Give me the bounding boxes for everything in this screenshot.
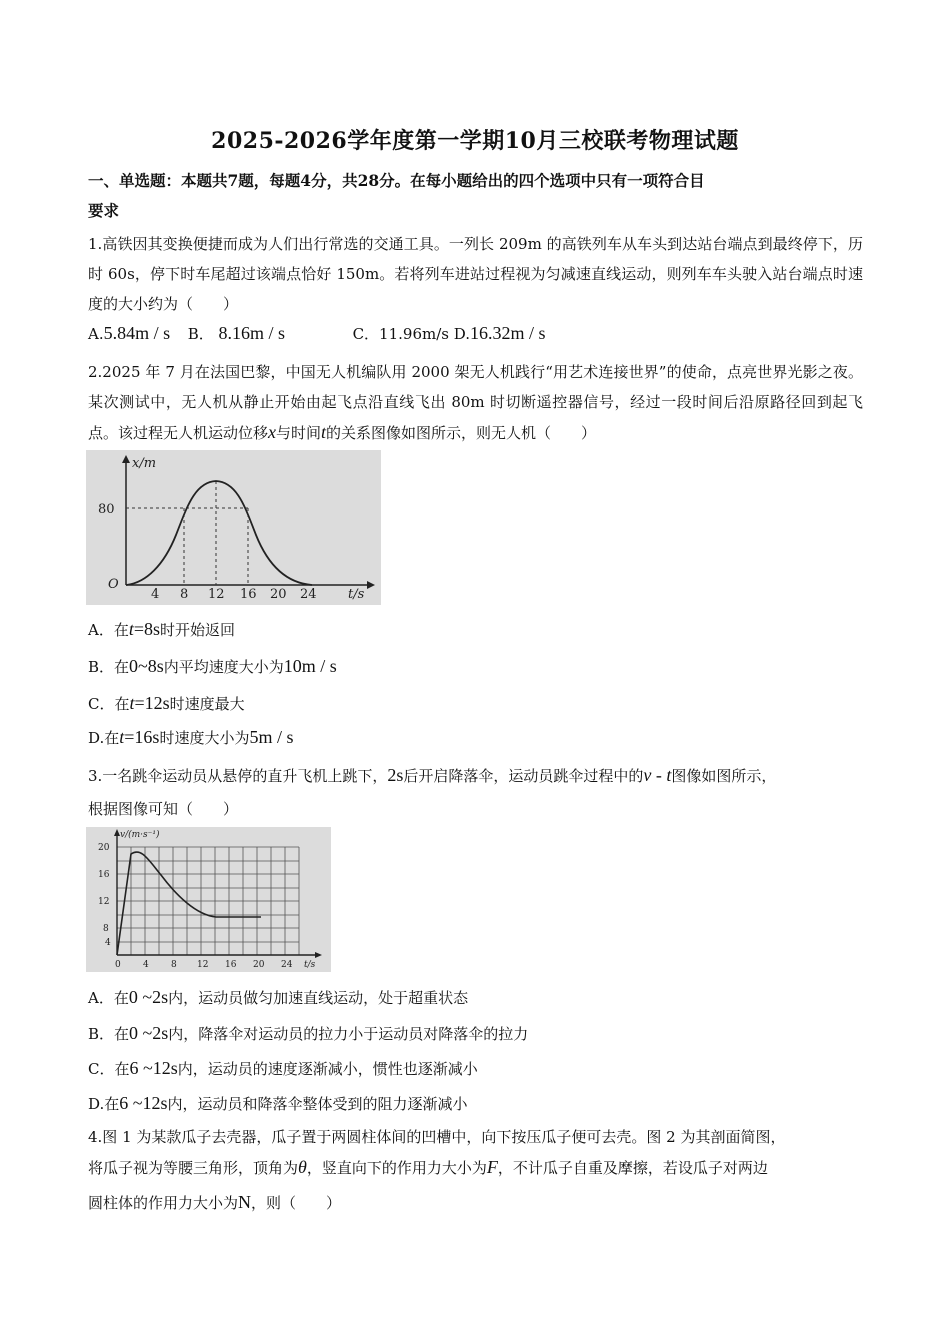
section-heading-line1: 一、单选题：本题共7题，每题4分，共28分。在每小题给出的四个选项中只有一项符合目 [88,171,705,190]
q3-val-2s: 2s [387,765,404,785]
q2-option-c [88,693,245,714]
q4-line3-pre: 圆柱体的作用力大小为 [88,1194,239,1212]
q3-option-b-pre: B．在 [88,1025,130,1043]
page-title: 2025-2026学年度第一学期10月三校联考物理试题 [211,128,739,154]
q3-option-d-val: 6 ~12s [119,1093,168,1113]
q2-option-c-val: =12s [134,693,170,713]
q3-stem-part1: 3.一名跳伞运动员从悬停的直升飞机上跳下， [88,767,388,785]
q3-var-vt: v - t [643,765,672,785]
q3-option-b [88,1023,528,1044]
q1-option-c: C．11.96m/s [352,325,449,343]
q3-option-b-post: 内，降落伞对运动员的拉力小于运动员对降落伞的拉力 [168,1025,529,1043]
q3-option-d [88,1093,468,1114]
q2-option-c-pre: C．在 [88,695,130,713]
q1-option-b-label: B． [187,325,214,343]
q1-stem: 1.高铁因其变换便捷而成为人们出行常选的交通工具。一列长 209m 的高铁列车从车头到达站台端点到最终停下，历时 60s，停下时车尾超过该端点恰好 150m。若将列车进站过程视为匀减速直线运动，则列车车头驶入站台端点时速度的大小约为（ ） [88,235,863,313]
q2-graph-xtick-24: 24 [300,587,317,602]
q4-var-n: N [238,1192,252,1212]
q2-option-d-val: =16s [124,727,160,747]
q2-stem-part3: 的关系图像如图所示，则无人机（ ） [326,424,597,442]
q1-option-a-label: A. [88,325,104,343]
q2-graph-xlabel: t/s [348,587,365,602]
section-heading [88,166,868,226]
q2-option-a-post: 时开始返回 [160,621,236,639]
q2-option-d-var: t [119,727,125,747]
q3-graph-xtick-12: 12 [197,960,209,970]
q1-option-d-label: D. [453,325,471,343]
q2-stem-part2: 与时间 [276,424,322,442]
q4-line1: 4.图 1 为某款瓜子去壳器，瓜子置于两圆柱体间的凹槽中，向下按压瓜子便可去壳。图 2 为其剖面简图， [88,1128,786,1146]
q2-option-a [88,619,235,640]
q4-var-f: F [486,1157,498,1177]
q4-line3-post: ，则（ ） [251,1194,342,1212]
q2-graph-ytick-80: 80 [98,502,115,517]
q2-option-d-pre: D.在 [88,729,120,747]
q2-graph-ylabel: x/m [132,456,157,471]
q4-var-theta: θ [298,1157,307,1177]
q2-option-a-val: =8s [133,619,161,639]
q3-stem-part2: 后开启降落伞，运动员跳伞过程中的 [403,767,644,785]
q2-option-a-var: t [128,619,134,639]
q3-graph-ytick-16: 16 [98,870,110,880]
q2-graph-xtick-4: 4 [151,587,160,602]
q3-stem-line1 [88,765,776,786]
q4-line2-mid: ，竖直向下的作用力大小为 [306,1159,487,1177]
q3-stem-part3: 图像如图所示， [671,767,777,785]
q3-option-b-val: 0 ~2s [129,1023,169,1043]
q2-option-d [88,727,293,748]
q3-option-c [88,1058,478,1079]
q3-option-c-val: 6 ~12s [129,1058,178,1078]
q2-option-b-val2: 10m / s [283,656,337,676]
q2-graph-origin: O [108,577,119,592]
q3-option-c-post: 内，运动员的速度逐渐减小，惯性也逐渐减小 [177,1060,478,1078]
q3-option-d-post: 内，运动员和降落伞整体受到的阻力逐渐减小 [167,1095,468,1113]
q2-option-b-val: 0~8s [129,656,164,676]
q1-option-d-value: 16.32m / s [470,323,546,343]
q3-stem-line2: 根据图像可知（ ） [88,800,239,818]
q3-graph-ytick-4: 4 [105,938,111,948]
q2-var-t: t [321,422,327,442]
q2-graph-xtick-12: 12 [208,587,225,602]
q3-option-a [88,987,468,1008]
q3-graph-xtick-8: 8 [171,960,177,970]
q2-graph-xtick-8: 8 [180,587,189,602]
q3-graph-xtick-20: 20 [253,960,265,970]
q3-option-a-post: 内，运动员做匀加速直线运动，处于超重状态 [168,989,469,1007]
q2-option-b [88,656,337,677]
q2-option-c-post: 时速度最大 [169,695,245,713]
q2-option-a-pre: A．在 [88,621,129,639]
q2-option-b-mid: 内平均速度大小为 [163,658,284,676]
q2-stem-part1: 2.2025 年 7 月在法国巴黎，中国无人机编队用 2000 架无人机践行“用艺术连接世界”的使命，点亮世界光影之夜。某次测试中，无人机从静止开始由起飞点沿直线飞出 80m 时切断遥控器信号，经过一段时间后沿原路径回到起飞点。该过程无人机运动位移 [88,363,863,442]
section-heading-line2: 要求 [88,201,120,220]
q3-graph-xtick-24: 24 [281,960,293,970]
q2-stem [88,357,863,448]
q3-graph-ylabel: v/(m·s⁻¹) [120,830,160,840]
q2-option-d-mid: 时速度大小为 [159,729,250,747]
q2-option-d-val2: 5m / s [249,727,294,747]
q1-option-a-value: 5.84m / s [103,323,171,343]
q3-graph-xtick-4: 4 [143,960,149,970]
q2-option-b-pre: B．在 [88,658,130,676]
q4-line2-post: ，不计瓜子自重及摩擦，若设瓜子对两边 [497,1159,768,1177]
q3-graph-xtick-16: 16 [225,960,237,970]
q3-option-a-pre: A．在 [88,989,129,1007]
q2-graph-xtick-16: 16 [240,587,257,602]
q3-vt-graph [86,827,331,972]
q3-option-a-val: 0 ~2s [128,987,169,1007]
q1-option-b-value: 8.16m / s [218,323,286,343]
q2-option-c-var: t [129,693,135,713]
q1-options [88,323,546,344]
q3-graph-ytick-8: 8 [103,924,109,934]
q3-graph-ytick-12: 12 [98,897,110,907]
q3-option-c-pre: C．在 [88,1060,130,1078]
q4-line3 [88,1192,341,1213]
q3-graph-ytick-20: 20 [98,843,110,853]
q3-option-d-pre: D.在 [88,1095,120,1113]
q4-line2 [88,1157,768,1178]
q2-xt-graph [86,450,381,605]
q2-graph-xtick-20: 20 [270,587,287,602]
q2-var-x: x [268,422,277,442]
q3-graph-xlabel: t/s [304,960,316,970]
q4-line2-pre: 将瓜子视为等腰三角形，顶角为 [88,1159,299,1177]
q3-graph-xtick-0: 0 [115,960,121,970]
